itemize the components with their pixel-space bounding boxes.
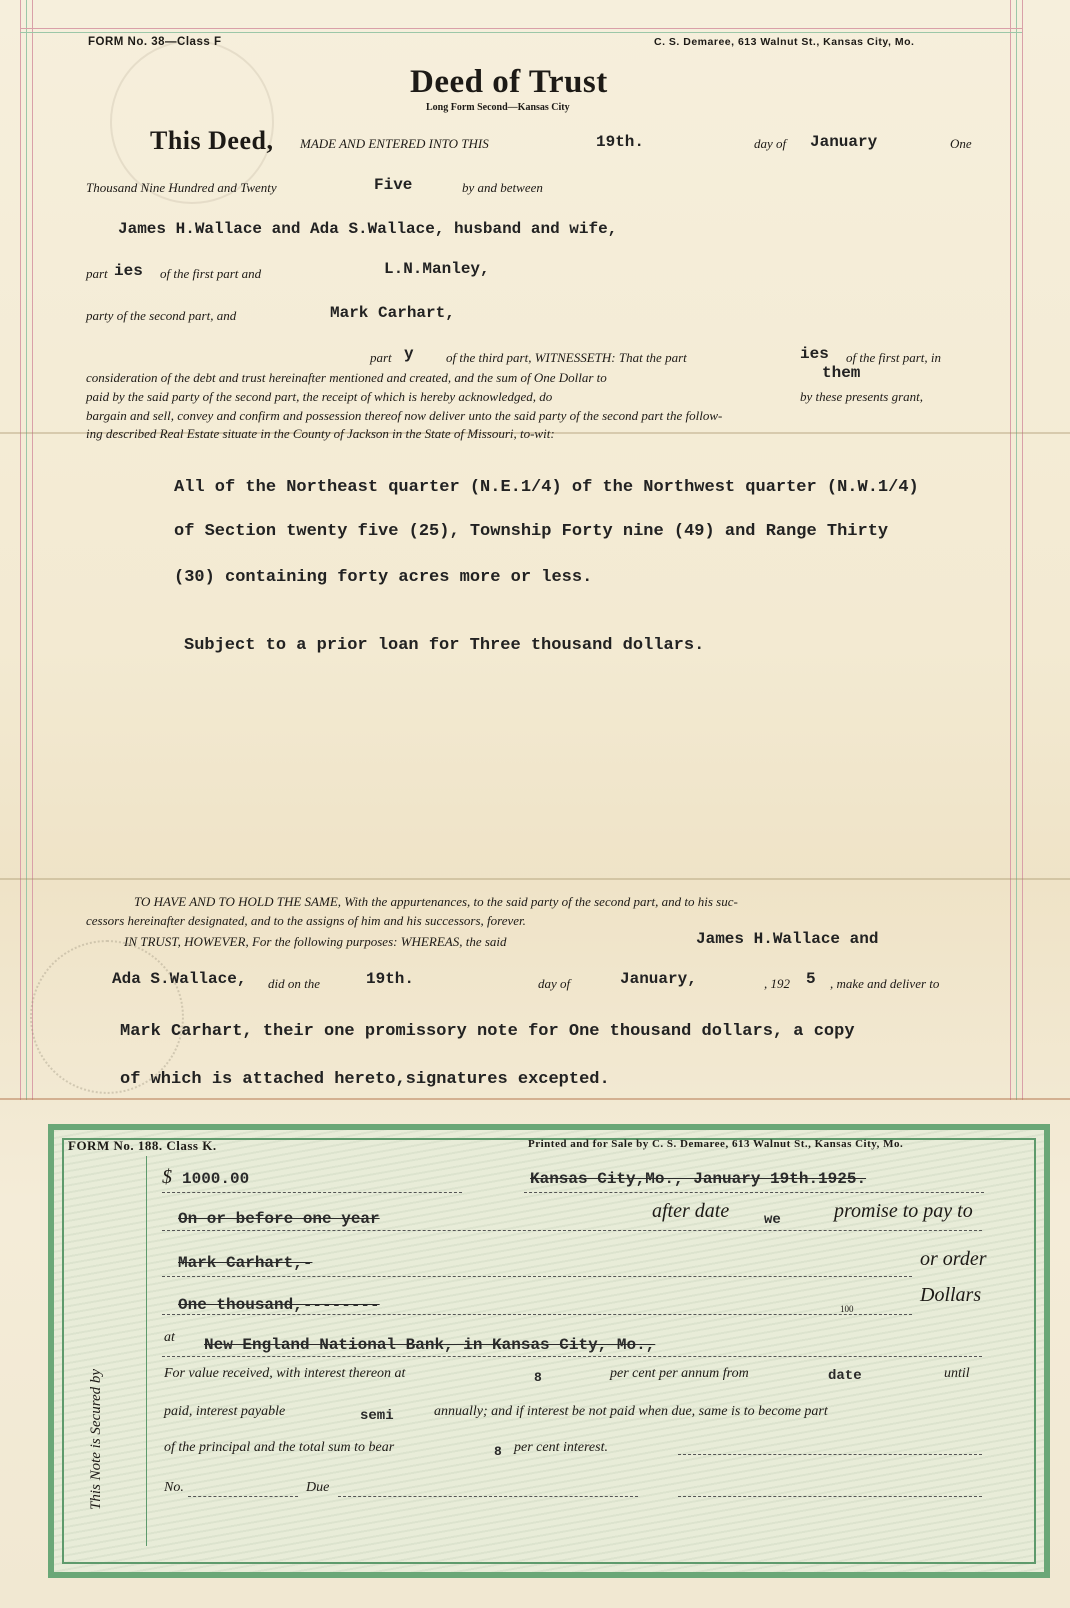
day-of-label: day of — [538, 976, 571, 991]
described-text: ing described Real Estate situate in the County of Jackson in the State of Missouri, to-wit: — [86, 426, 555, 441]
witness-suffix: ies — [800, 345, 829, 363]
parties-suffix: ies — [114, 262, 143, 280]
note-printer: Printed and for Sale by C. S. Demaree, 613 Walnut St., Kansas City, Mo. — [528, 1138, 904, 1150]
made-entered-text: MADE AND ENTERED INTO THIS — [300, 136, 489, 151]
interest-rate: 8 — [534, 1370, 542, 1385]
number-line — [188, 1496, 298, 1497]
bargain-text: bargain and sell, convey and confirm and possession thereof now deliver unto the said party of the second part the follow- — [86, 408, 723, 423]
stamp-impression-icon — [30, 940, 184, 1094]
did-on-label: did on the — [268, 976, 320, 991]
second-party: L.N.Manley, — [384, 260, 490, 278]
no-label: No. — [164, 1480, 184, 1495]
at-label: at — [164, 1330, 175, 1345]
witness-end-text: of the first part, in — [846, 350, 941, 365]
note-side-band — [64, 1156, 147, 1546]
year-digit: 5 — [806, 970, 816, 988]
form-number: FORM No. 38—Class F — [88, 36, 222, 48]
deed-year-word: Five — [374, 176, 413, 194]
note-sum-words: One thousand,-------- — [178, 1296, 380, 1314]
grantors: James H.Wallace and Ada S.Wallace, husband and wife, — [118, 220, 618, 238]
interest-from: date — [828, 1368, 862, 1384]
dollars-text: Dollars — [920, 1284, 982, 1306]
deed-month: January — [810, 133, 878, 151]
term-line — [162, 1230, 982, 1231]
principal-text: of the principal and the total sum to bear — [164, 1440, 395, 1455]
note-description-line: Mark Carhart, their one promissory note for One thousand dollars, a copy — [120, 1022, 855, 1041]
interest-rate-2: 8 — [494, 1444, 502, 1459]
by-between-text: by and between — [462, 180, 543, 195]
dollar-sign: $ — [162, 1166, 172, 1188]
bank-line — [162, 1356, 982, 1357]
consideration-text: consideration of the debt and trust hereinafter mentioned and created, and the sum of One Dollar to — [86, 370, 607, 385]
margin-rule — [32, 0, 33, 1100]
thousand-text: Thousand Nine Hundred and Twenty — [86, 180, 277, 195]
promise-text: promise to pay to — [834, 1200, 973, 1222]
per-cent-text: per cent per annum from — [610, 1366, 749, 1381]
due-line — [338, 1496, 638, 1497]
paid-by-text: paid by the said party of the second part, the receipt of which is hereby acknowledged, do — [86, 389, 553, 404]
note-month: January, — [620, 970, 697, 988]
margin-rule — [20, 0, 21, 1100]
habendum-text: cessors hereinafter designated, and to the assigns of him and his successors, forever. — [86, 913, 526, 928]
note-payee: Mark Carhart,- — [178, 1254, 313, 1272]
value-received-text: For value received, with interest thereon at — [164, 1366, 406, 1381]
we-text: we — [764, 1212, 781, 1228]
one-text: One — [950, 136, 972, 151]
second-part-label: party of the second part, and — [86, 308, 237, 323]
make-deliver-text: , make and deliver to — [830, 976, 940, 991]
year-prefix: , 192 — [764, 976, 790, 991]
in-trust-text: IN TRUST, HOWEVER, For the following purposes: WHEREAS, the said — [124, 934, 507, 949]
or-order-text: or order — [920, 1248, 987, 1270]
deed-lead: This Deed, — [150, 126, 274, 155]
note-place-date: Kansas City,Mo., January 19th.1925. — [530, 1170, 867, 1188]
per-cent-interest-text: per cent interest. — [514, 1440, 608, 1455]
whereas-name: James H.Wallace and — [696, 930, 879, 948]
fold-crease — [0, 1098, 1070, 1100]
printer-name: C. S. Demaree, 613 Walnut St., Kansas City, Mo. — [654, 36, 915, 48]
promissory-note — [48, 1124, 1050, 1578]
sum-line — [162, 1314, 912, 1315]
margin-rule — [26, 0, 27, 1100]
habendum-text: TO HAVE AND TO HOLD THE SAME, With the appurtenances, to the said party of the second part, and to his suc- — [134, 894, 738, 909]
legal-description-line: of Section twenty five (25), Township Forty nine (49) and Range Thirty — [174, 522, 889, 541]
parties-label: part — [86, 266, 108, 281]
after-date-text: after date — [652, 1200, 730, 1222]
margin-rule — [1016, 0, 1017, 1100]
deed-day: 19th. — [596, 133, 645, 151]
prior-loan-text: Subject to a prior loan for Three thousand dollars. — [184, 636, 705, 655]
note-term: On or before one year — [178, 1210, 380, 1228]
third-party: Mark Carhart, — [330, 304, 455, 322]
signature-line — [678, 1496, 982, 1497]
amount-line — [162, 1192, 462, 1193]
note-description-line: of which is attached hereto,signatures excepted. — [120, 1070, 610, 1089]
grantor-name: Ada S.Wallace, — [112, 970, 247, 988]
note-day: 19th. — [366, 970, 415, 988]
signature-line — [678, 1454, 982, 1455]
legal-description-line: All of the Northeast quarter (N.E.1/4) of the Northwest quarter (N.W.1/4) — [174, 478, 919, 497]
note-bank: New England National Bank, in Kansas City, Mo., — [204, 1336, 656, 1354]
top-rule — [20, 28, 1022, 29]
note-side-text: This Note is Secured by — [88, 1368, 104, 1510]
witness-text: of the third part, WITNESSETH: That the part — [446, 350, 687, 365]
annually-text: annually; and if interest be not paid when due, same is to become part — [434, 1404, 828, 1419]
top-rule — [20, 32, 1022, 33]
paid-interest-text: paid, interest payable — [164, 1404, 286, 1419]
payee-line — [162, 1276, 912, 1277]
party-suffix: y — [404, 345, 414, 363]
interest-frequency: semi — [360, 1408, 394, 1424]
party-label: part — [370, 350, 392, 365]
hundredths-label: 100 — [840, 1304, 854, 1314]
note-amount: 1000.00 — [182, 1170, 250, 1188]
note-form-number: FORM No. 188. Class K. — [68, 1138, 217, 1153]
margin-rule — [1010, 0, 1011, 1100]
margin-rule — [1022, 0, 1023, 1100]
page-subtitle: Long Form Second—Kansas City — [426, 102, 570, 113]
page-title: Deed of Trust — [410, 64, 608, 100]
legal-description-line: (30) containing forty acres more or less. — [174, 568, 593, 587]
day-of-label: day of — [754, 136, 787, 151]
fold-crease — [0, 878, 1070, 880]
date-line — [524, 1192, 984, 1193]
first-part-text: of the first part and — [160, 266, 262, 281]
them-text: them — [822, 364, 861, 382]
due-label: Due — [306, 1480, 330, 1495]
paid-by-end-text: by these presents grant, — [800, 389, 923, 404]
until-text: until — [944, 1366, 970, 1381]
